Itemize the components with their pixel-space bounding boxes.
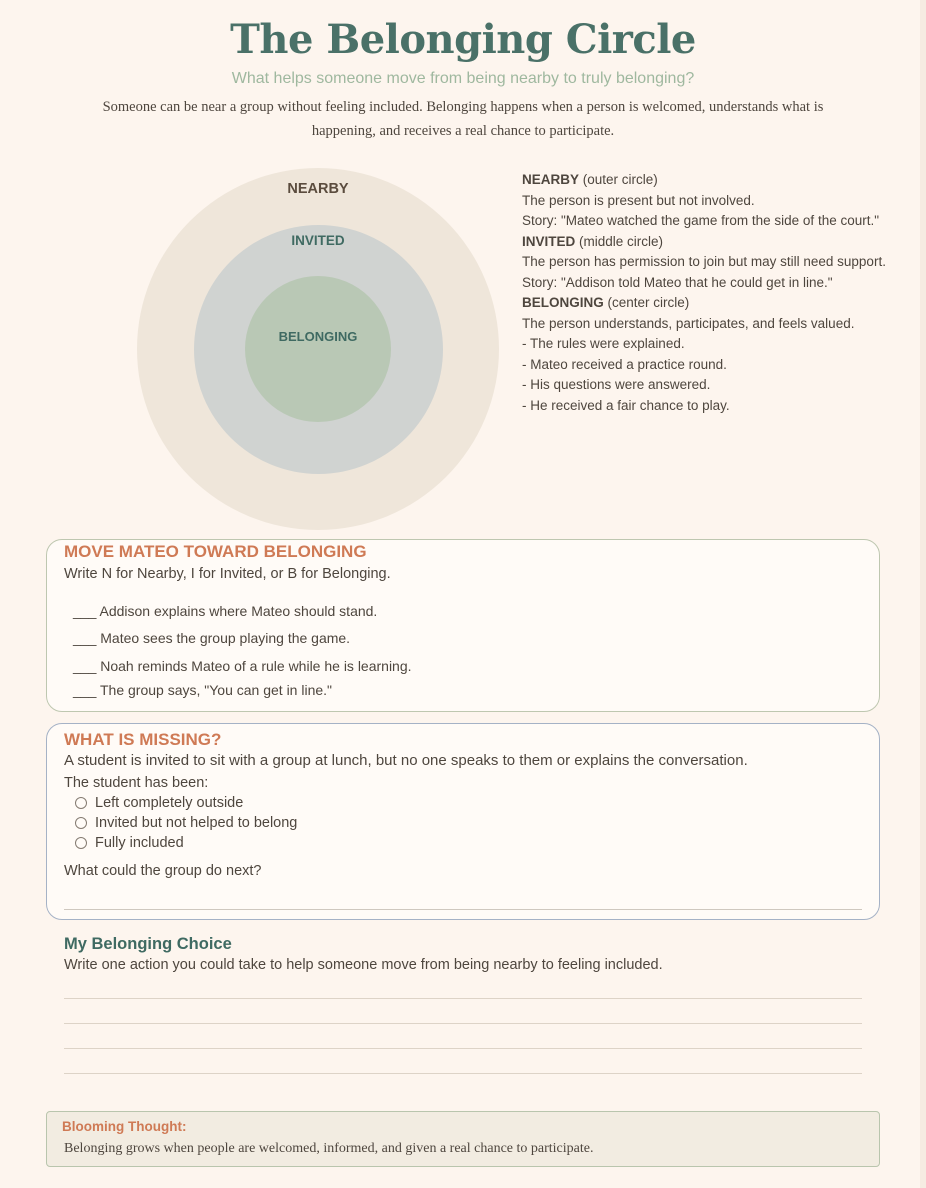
option-label: Fully included bbox=[95, 835, 184, 851]
option-label: Left completely outside bbox=[95, 795, 244, 811]
legend-position: (outer circle) bbox=[582, 172, 658, 187]
legend-term: INVITED bbox=[522, 233, 576, 249]
invited-circle-label: INVITED bbox=[291, 233, 345, 248]
circle-legend bbox=[522, 170, 894, 416]
option-label: Invited but not helped to belong bbox=[95, 815, 298, 831]
legend-belonging-heading bbox=[522, 293, 894, 314]
writing-line[interactable] bbox=[64, 1023, 862, 1024]
activity2-title: WHAT IS MISSING? bbox=[64, 730, 222, 749]
option-radio[interactable] bbox=[75, 817, 87, 829]
what-is-missing-activity bbox=[46, 723, 880, 920]
legend-bullet: - Mateo received a practice round. bbox=[522, 356, 727, 372]
blooming-thought-box bbox=[46, 1111, 880, 1167]
legend-term: BELONGING bbox=[522, 295, 604, 310]
legend-invited-heading bbox=[522, 232, 894, 253]
belonging-circle bbox=[245, 276, 391, 422]
belonging-circle-label: BELONGING bbox=[278, 329, 358, 344]
writing-line[interactable] bbox=[64, 1073, 862, 1074]
legend-position: (center circle) bbox=[607, 295, 690, 310]
legend-bullet: - He received a fair chance to play. bbox=[522, 397, 730, 413]
legend-position: (middle circle) bbox=[579, 233, 664, 249]
choice-prompt: Write one action you could take to help someone move from being nearby to feeling included. bbox=[64, 957, 663, 973]
activity1-instructions: Write N for Nearby, I for Invited, or B for Belonging. bbox=[64, 566, 391, 582]
legend-invited-desc: The person has permission to join but may still need support. bbox=[522, 254, 886, 269]
legend-term: NEARBY bbox=[522, 172, 580, 187]
legend-nearby-desc: The person is present but not involved. bbox=[522, 192, 755, 208]
page-title: The Belonging Circle bbox=[230, 16, 696, 63]
legend-bullet: - The rules were explained. bbox=[522, 336, 685, 351]
page-subtitle: What helps someone move from being nearby to truly belonging? bbox=[231, 70, 695, 87]
activity1-item[interactable]: ___ Noah reminds Mateo of a rule while he is learning. bbox=[73, 658, 412, 674]
intro-text: Someone can be near a group without feeling included. Belonging happens when a person is welcomed, understands what is happening, and receives a real chance to participate. bbox=[102, 99, 824, 139]
option-radio[interactable] bbox=[75, 837, 87, 849]
writing-line[interactable] bbox=[64, 998, 862, 999]
blooming-text: Belonging grows when people are welcomed, informed, and given a real chance to participate. bbox=[64, 1141, 594, 1156]
writing-line[interactable] bbox=[64, 1048, 862, 1049]
legend-nearby-story: Story: "Mateo watched the game from the side of the court." bbox=[522, 213, 880, 228]
legend-nearby-heading bbox=[522, 170, 894, 191]
legend-invited-story: Story: "Addison told Mateo that he could get in line." bbox=[522, 274, 833, 290]
option-radio[interactable] bbox=[75, 797, 87, 809]
nearby-circle-label: NEARBY bbox=[287, 181, 349, 197]
activity1-item[interactable]: ___ Mateo sees the group playing the game. bbox=[73, 630, 351, 646]
blooming-title: Blooming Thought: bbox=[62, 1119, 187, 1134]
answer-line[interactable] bbox=[64, 909, 862, 910]
activity1-item[interactable]: ___ The group says, "You can get in line." bbox=[73, 682, 333, 698]
legend-bullet: - His questions were answered. bbox=[522, 377, 711, 392]
legend-belonging-desc: The person understands, participates, and feels valued. bbox=[522, 315, 855, 331]
activity1-item[interactable]: ___ Addison explains where Mateo should stand. bbox=[73, 603, 378, 619]
activity2-question: What could the group do next? bbox=[64, 863, 262, 879]
activity2-prompt: The student has been: bbox=[64, 775, 209, 791]
activity2-scenario: A student is invited to sit with a group at lunch, but no one speaks to them or explains the conversation. bbox=[64, 752, 748, 769]
page-edge bbox=[920, 0, 926, 1188]
choice-title: My Belonging Choice bbox=[64, 935, 232, 953]
move-mateo-activity bbox=[46, 539, 880, 712]
activity1-title: MOVE MATEO TOWARD BELONGING bbox=[64, 542, 367, 561]
